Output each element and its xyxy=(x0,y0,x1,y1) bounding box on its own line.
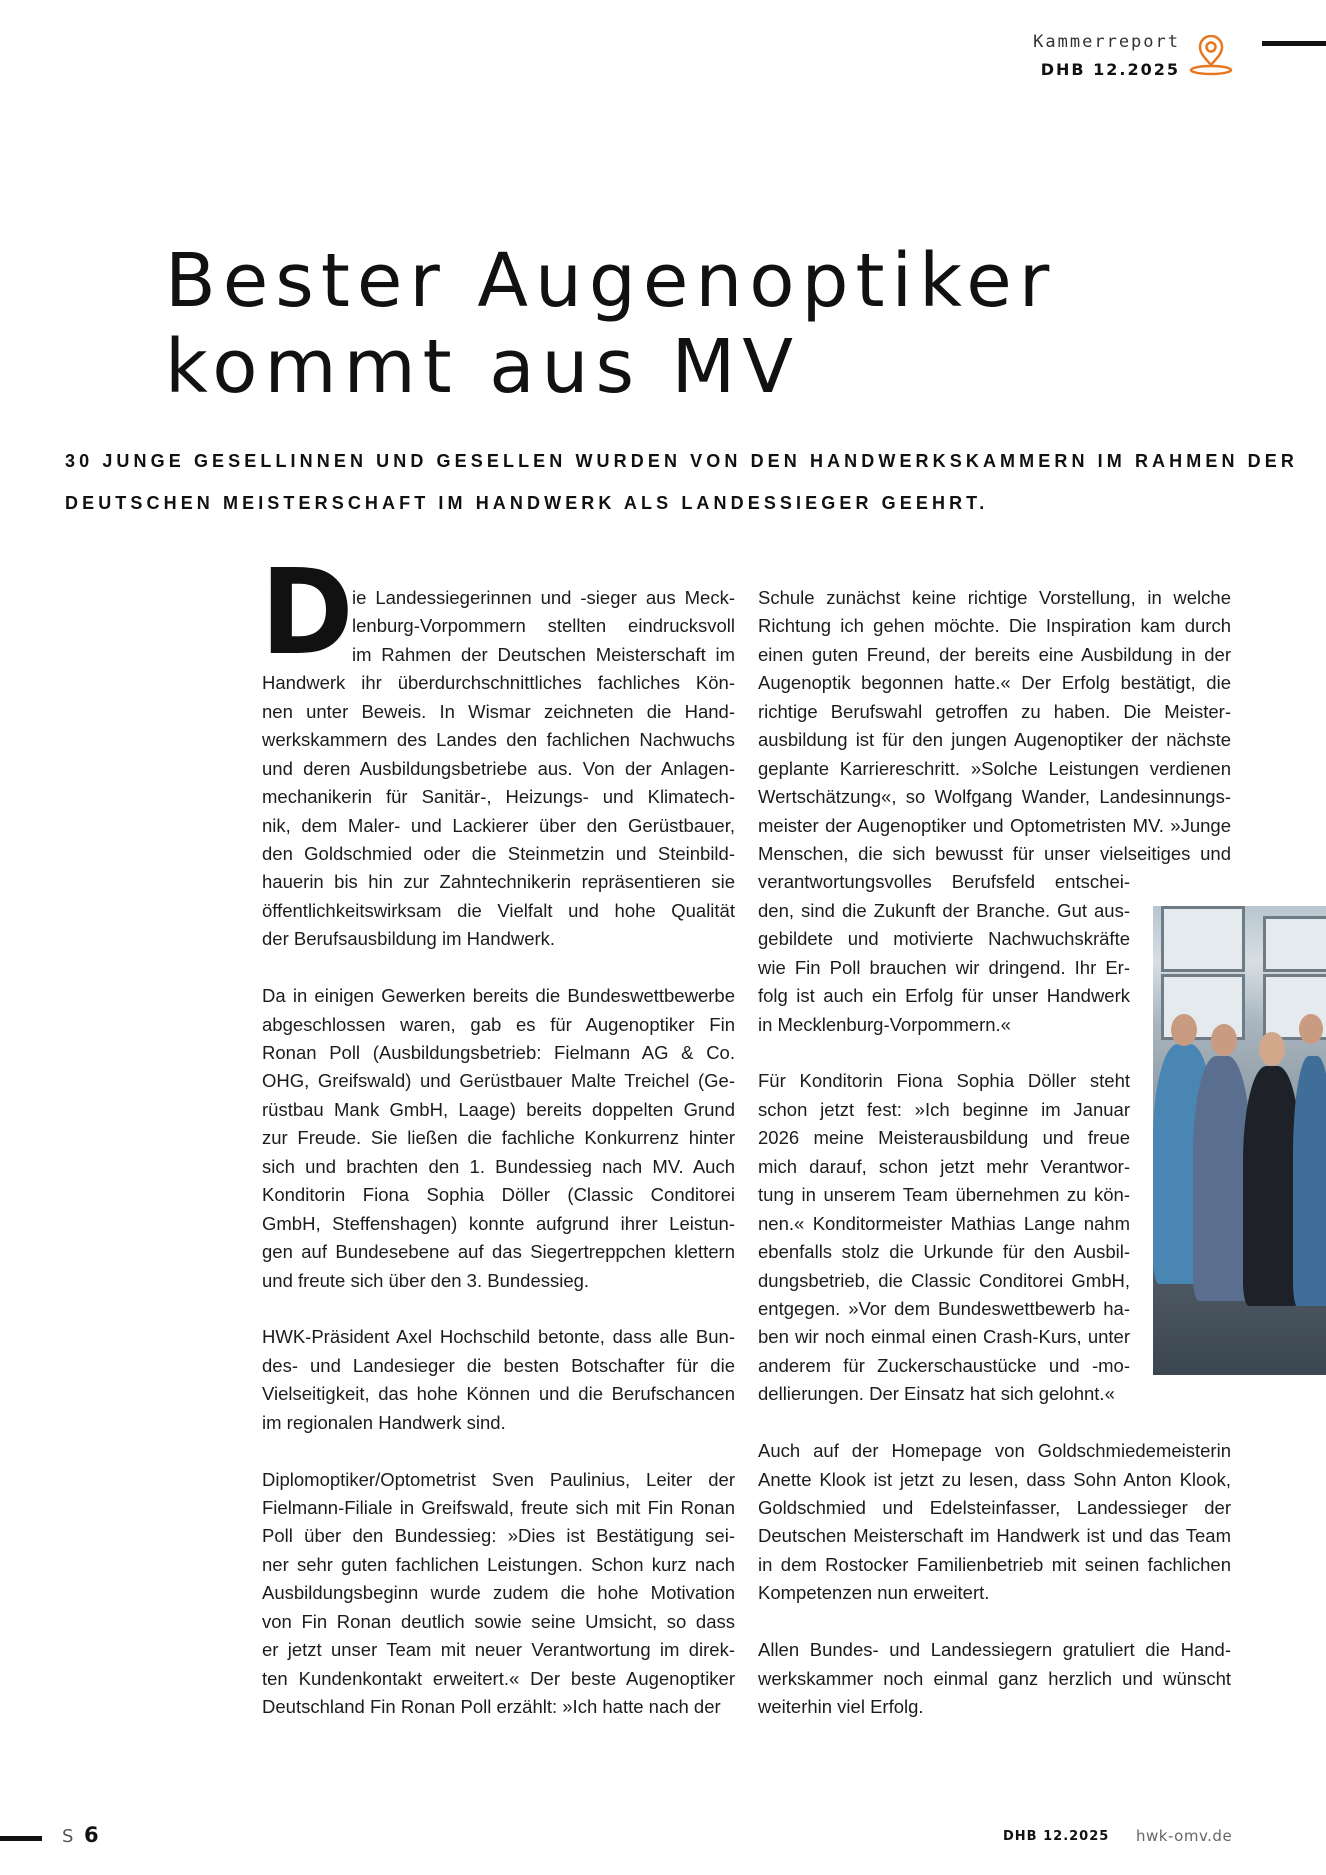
text-line: Ausbildungsbeginn wurde zudem die hohe Motivation xyxy=(262,1582,735,1604)
photo-person-head xyxy=(1259,1032,1285,1066)
photo-person-head xyxy=(1171,1014,1197,1046)
text-line: anderem für Zuckerschaustücke und -mo- xyxy=(758,1354,1130,1376)
text-line: Richtung ich gehen möchte. Die Inspiration kam durch xyxy=(758,615,1231,637)
text-line: Handwerk ihr überdurchschnittliches fachliches Kön- xyxy=(262,672,735,694)
text-line: und freute sich über den 3. Bundessieg. xyxy=(262,1269,590,1291)
text-line: hauerin bis hin zur Zahntechnikerin repräsentieren sie xyxy=(262,871,735,893)
text-line: den, sind die Zukunft der Branche. Gut aus- xyxy=(758,899,1130,921)
header-rule xyxy=(1262,41,1326,46)
title-line: Bester Augenoptiker xyxy=(165,238,1057,324)
text-line: in dem Rostocker Familienbetrieb mit seinen fachlichen xyxy=(758,1553,1231,1575)
drop-cap: D xyxy=(260,543,354,681)
text-line: einen guten Freund, der bereits eine Ausbildung in der xyxy=(758,643,1231,665)
text-line: nen unter Beweis. In Wismar zeichneten die Hand- xyxy=(262,700,735,722)
text-line: den Goldschmied oder die Steinmetzin und Steinbild- xyxy=(262,842,735,864)
text-line: mich darauf, schon jetzt mehr Verantwor- xyxy=(758,1155,1130,1177)
section-label: Kammerreport xyxy=(1033,32,1180,52)
text-line: ebenfalls stolz die Urkunde für den Ausbil- xyxy=(758,1241,1130,1263)
text-line: öffentlichkeitswirksam die Vielfalt und hohe Qualität xyxy=(262,899,735,921)
text-line: geplante Karriereschritt. »Solche Leistungen verdienen xyxy=(758,757,1231,779)
text-line: Vielseitigkeit, das hohe Können und die Berufschancen xyxy=(262,1383,735,1405)
text-line: lenburg-Vorpommern stellten eindrucksvoll xyxy=(352,615,735,637)
paragraph-gap xyxy=(262,1437,735,1465)
text-line: sich und brachten den 1. Bundessieg nach MV. Auch xyxy=(262,1155,735,1177)
text-line: 2026 meine Meisterausbildung und freue xyxy=(758,1127,1130,1149)
text-line: Anette Klook ist jetzt zu lesen, dass Sohn Anton Klook, xyxy=(758,1468,1231,1490)
photo-window xyxy=(1263,916,1326,972)
text-line: wie Fin Poll brauchen wir dringend. Ihr Er- xyxy=(758,956,1130,978)
text-line: Deutschland Fin Ronan Poll erzählt: »Ich hatte nach der xyxy=(262,1696,721,1718)
issue-label: DHB 12.2025 xyxy=(1040,60,1180,79)
text-line: der Berufsausbildung im Handwerk. xyxy=(262,928,556,950)
text-line: er jetzt unser Team mit neuer Verantwortung im direk- xyxy=(262,1639,735,1661)
text-line: weiterhin viel Erfolg. xyxy=(758,1696,924,1718)
text-line: zur Freude. Sie ließen die fachliche Konkurrenz hinter xyxy=(262,1127,735,1149)
text-line: Schule zunächst keine richtige Vorstellung, in welche xyxy=(758,587,1231,608)
text-line: mechanikerin für Sanitär-, Heizungs- und Klimatech- xyxy=(262,786,735,808)
photo-person-head xyxy=(1211,1024,1237,1056)
title-line: kommt aus MV xyxy=(165,324,800,410)
text-line: Wertschätzung«, so Wolfgang Wander, Landesinnungs- xyxy=(758,786,1231,808)
text-line: ausbildung ist für den jungen Augenoptiker der nächste xyxy=(758,729,1231,751)
photo-window xyxy=(1161,906,1245,972)
text-line: im Rahmen der Deutschen Meisterschaft im xyxy=(352,643,735,665)
text-line: Da in einigen Gewerken bereits die Bundeswettbewerbe xyxy=(262,985,735,1007)
text-line: richtige Berufswahl getroffen zu haben. Die Meister- xyxy=(758,700,1231,722)
footer-issue: DHB 12.2025 xyxy=(1003,1829,1110,1844)
article-subtitle xyxy=(65,440,1298,524)
article-column-left xyxy=(262,584,735,1722)
paragraph-gap xyxy=(758,1409,1231,1437)
text-line: des- und Landesieger die besten Botschafter für die xyxy=(262,1354,735,1376)
text-line: ie Landessiegerinnen und -sieger aus Meck- xyxy=(352,587,735,608)
text-line: in Mecklenburg-Vorpommern.« xyxy=(758,1013,1011,1035)
text-line: nik, dem Maler- und Lackierer über den Gerüstbauer, xyxy=(262,814,735,836)
article-title xyxy=(165,238,1056,410)
subtitle-line: 30 JUNGE GESELLINNEN UND GESELLEN WURDEN VON DEN HANDWERKSKAMMERN IM RAHMEN DER xyxy=(65,451,1298,471)
text-line: verantwortungsvolles Berufsfeld entschei- xyxy=(758,871,1130,893)
text-line: und deren Ausbildungsbetriebe aus. Von der Anlagen- xyxy=(262,757,735,779)
paragraph-gap xyxy=(758,1608,1231,1636)
text-line: werkskammer noch einmal ganz herzlich und wünscht xyxy=(758,1667,1231,1689)
text-line: schon jetzt fest: »Ich beginne im Januar xyxy=(758,1098,1130,1120)
footer-url: hwk-omv.de xyxy=(1136,1827,1233,1845)
text-line: dungsbetrieb, die Classic Conditorei GmbH, xyxy=(758,1269,1130,1291)
text-line: abgeschlossen waren, gab es für Augenoptiker Fin xyxy=(262,1013,735,1035)
text-line: Auch auf der Homepage von Goldschmiedemeisterin xyxy=(758,1440,1231,1462)
text-line: werkskammern des Landes den fachlichen Nachwuchs xyxy=(262,729,735,751)
footer-rule xyxy=(0,1836,42,1841)
text-line: Deutschen Meisterschaft im Handwerk ist und das Team xyxy=(758,1525,1231,1547)
text-line: Menschen, die sich bewusst für unser vielseitiges und xyxy=(758,842,1231,864)
photo-person xyxy=(1293,1056,1326,1306)
text-line: Augenoptik begonnen hatte.« Der Erfolg bestätigt, die xyxy=(758,672,1231,694)
text-line: gebildete und motivierte Nachwuchskräfte xyxy=(758,928,1130,950)
text-line: nen.« Konditormeister Mathias Lange nahm xyxy=(758,1212,1130,1234)
text-line: meister der Augenoptiker und Optometristen MV. »Junge xyxy=(758,814,1231,836)
text-line: Ronan Poll (Ausbildungsbetrieb: Fielmann AG & Co. xyxy=(262,1042,735,1063)
text-line: ben wir noch einmal einen Crash-Kurs, unter xyxy=(758,1326,1130,1348)
text-line: tung in unserem Team übernehmen zu kön- xyxy=(758,1184,1130,1206)
text-line: entgegen. »Vor dem Bundeswettbewerb ha- xyxy=(758,1297,1130,1319)
location-pin-icon xyxy=(1188,35,1234,81)
text-line: von Fin Ronan deutlich sowie seine Umsicht, so dass xyxy=(262,1610,735,1632)
text-line: im regionalen Handwerk sind. xyxy=(262,1411,506,1433)
text-line: Fielmann-Filiale in Greifswald, freute sich mit Fin Ronan xyxy=(262,1497,735,1518)
text-line: Für Konditorin Fiona Sophia Döller steht xyxy=(758,1070,1130,1092)
subtitle-line: DEUTSCHEN MEISTERSCHAFT IM HANDWERK ALS LANDESSIEGER GEEHRT. xyxy=(65,493,989,513)
text-line: ner sehr guten fachlichen Leistungen. Schon kurz nach xyxy=(262,1553,735,1575)
text-line: OHG, Greifswald) und Gerüstbauer Malte Treichel (Ge- xyxy=(262,1070,735,1092)
paragraph-gap xyxy=(262,1295,735,1323)
photo-person-head xyxy=(1299,1014,1323,1044)
group-photo xyxy=(1153,906,1326,1375)
text-line: Poll über den Bundessieg: »Dies ist Bestätigung sei- xyxy=(262,1525,735,1547)
text-line: Goldschmied und Edelsteinfasser, Landessieger der xyxy=(758,1497,1231,1518)
text-line: Diplomoptiker/Optometrist Sven Paulinius, Leiter der xyxy=(262,1468,735,1490)
page-prefix: S xyxy=(62,1826,74,1847)
paragraph-gap xyxy=(758,1039,1130,1067)
text-line: Kompetenzen nun erweitert. xyxy=(758,1582,990,1604)
page-number: 6 xyxy=(84,1823,99,1847)
text-line: gen auf Bundesebene auf das Siegertreppchen klettern xyxy=(262,1241,735,1263)
text-line: dellierungen. Der Einsatz hat sich gelohnt.« xyxy=(758,1383,1115,1405)
text-line: ten Kundenkontakt erweitert.« Der beste Augenoptiker xyxy=(262,1667,735,1689)
text-line: GmbH, Steffenshagen) konnte aufgrund ihrer Leistun- xyxy=(262,1212,735,1234)
text-line: Konditorin Fiona Sophia Döller (Classic Conditorei xyxy=(262,1184,735,1206)
paragraph-gap xyxy=(262,954,735,982)
text-line: Allen Bundes- und Landessiegern gratuliert die Hand- xyxy=(758,1639,1231,1661)
text-line: rüstbau Mank GmbH, Laage) bereits doppelten Grund xyxy=(262,1098,735,1120)
text-line: HWK-Präsident Axel Hochschild betonte, dass alle Bun- xyxy=(262,1326,735,1348)
text-line: folg ist auch ein Erfolg für unser Handwerk xyxy=(758,985,1130,1007)
